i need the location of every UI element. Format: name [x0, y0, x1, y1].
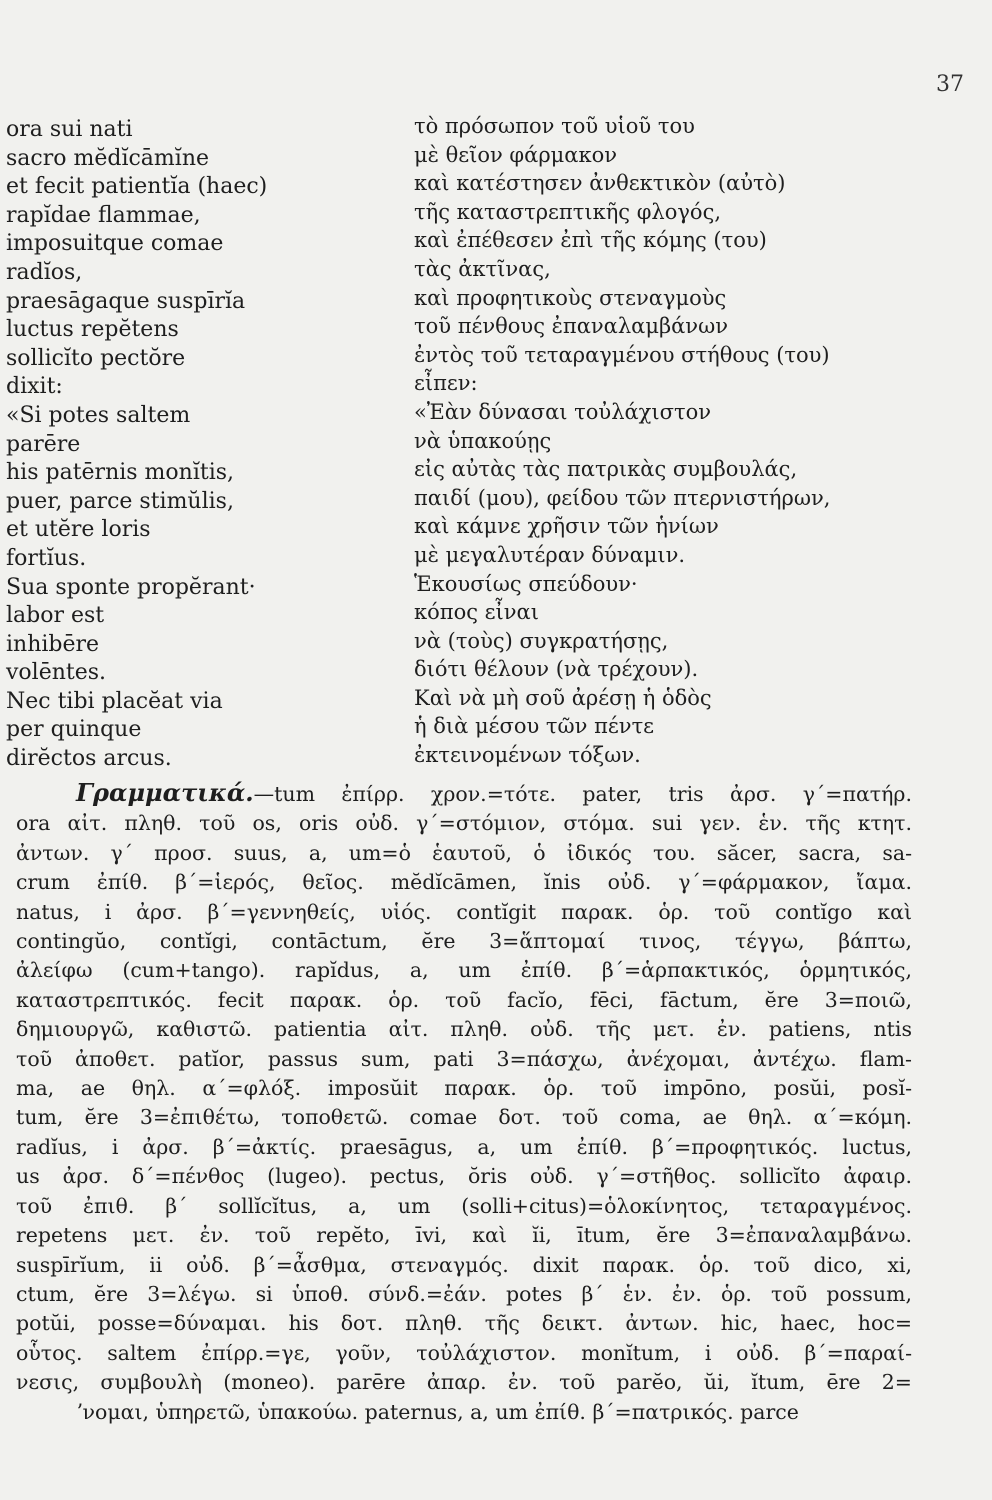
latin-line: his patērnis monĭtis,: [6, 460, 235, 486]
greek-line: νὰ (τοὺς) συγκρατήσῃς,: [414, 628, 669, 653]
latin-line: dixit:: [6, 374, 63, 400]
greek-line: Ἑκουσίως σπεύδουν·: [414, 571, 638, 596]
greek-line: καὶ ἐπέθεσεν ἐπὶ τῆς κόμης (του): [414, 228, 767, 253]
page-number: 37: [936, 72, 964, 97]
latin-line: per quinque: [6, 717, 142, 743]
latin-line: dirĕctos arcus.: [6, 746, 172, 772]
latin-line: Sua sponte propĕrant·: [6, 574, 256, 600]
grammar-line: ma, ae θηλ. α΄=φλόξ. imposŭit παρακ. ὁρ. τοῦ impōno, posŭi, posĭ-: [16, 1076, 912, 1101]
latin-verse-column: [6, 116, 386, 774]
grammar-line: καταστρεπτικός. fecit παρακ. ὁρ. τοῦ facĭo, fēci, fāctum, ĕre 3=ποιῶ,: [16, 987, 912, 1012]
grammar-line: τοῦ ἐπιθ. β΄ sollĭcĭtus, a, um (solli+citus)=ὁλοκίνητος, τεταραγμένος.: [16, 1193, 912, 1218]
greek-line: καὶ προφητικοὺς στεναγμοὺς: [414, 285, 727, 310]
greek-line: νὰ ὑπακούῃς: [414, 428, 552, 453]
greek-line: ἡ διὰ μέσου τῶν πέντε: [414, 714, 655, 739]
grammar-line: repetens μετ. ἐν. τοῦ repĕto, īvi, καὶ ĭi, ītum, ĕre 3=ἐπαναλαμβάνω.: [16, 1223, 912, 1248]
latin-line: labor est: [6, 603, 105, 629]
latin-line: radĭos,: [6, 259, 83, 285]
greek-line: κόπος εἶναι: [414, 600, 539, 625]
grammar-line: νεσις, συμβουλὴ (moneo). parēre ἀπαρ. ἐν. τοῦ parĕo, ŭi, ĭtum, ēre 2=: [16, 1370, 912, 1395]
greek-line: παιδί (μου), φείδου τῶν πτερνιστήρων,: [414, 485, 831, 510]
grammar-line: ʼνομαι, ὑπηρετῶ, ὑπακούω. paternus, a, um ἐπίθ. β΄=πατρικός. parce: [76, 1399, 799, 1424]
grammar-line: contingŭo, contĭgi, contāctum, ĕre 3=ἅπτομαί τινος, τέγγω, βάπτω,: [16, 929, 912, 954]
greek-line: ἐκτεινομένων τόξων.: [414, 743, 641, 768]
greek-line: εἰς αὐτὰς τὰς πατρικὰς συμβουλάς,: [414, 457, 798, 482]
greek-line: «Ἐὰν δύνασαι τοὐλάχιστον: [414, 399, 712, 424]
latin-line: «Si potes saltem: [6, 402, 191, 428]
greek-line: Καὶ νὰ μὴ σοῦ ἀρέσῃ ἡ ὁδὸς: [414, 685, 712, 710]
grammar-first-line: [16, 778, 912, 809]
greek-line: τὰς ἀκτῖνας,: [414, 256, 551, 281]
grammar-line: ctum, ĕre 3=λέγω. si ὑποθ. σύνδ.=ἐάν. potes β΄ ἑν. ἐν. ὁρ. τοῦ possum,: [16, 1281, 912, 1306]
greek-line: τοῦ πένθους ἐπαναλαμβάνων: [414, 314, 728, 339]
latin-line: imposuitque comae: [6, 231, 224, 257]
grammar-line: suspīrĭum, ii οὐδ. β΄=ἆσθμα, στεναγμός. dixit παρακ. ὁρ. τοῦ dico, xi,: [16, 1252, 912, 1277]
latin-line: luctus repĕtens: [6, 317, 179, 343]
latin-line: volēntes.: [6, 660, 107, 686]
grammar-line: radĭus, i ἀρσ. β΄=ἀκτίς. praesāgus, a, um ἐπίθ. β΄=προφητικός. luctus,: [16, 1134, 912, 1159]
grammar-line: ora αἰτ. πληθ. τοῦ os, oris οὐδ. γ΄=στόμιον, στόμα. sui γεν. ἑν. τῆς κτητ.: [16, 811, 912, 836]
greek-line: μὲ μεγαλυτέραν δύναμιν.: [414, 542, 686, 567]
greek-line: διότι θέλουν (νὰ τρέχουν).: [414, 657, 699, 682]
grammar-first-line-text: —tum ἐπίρρ. χρον.=τότε. pater, tris ἀρσ. γ΄=πατήρ.: [253, 782, 912, 806]
grammar-line: τοῦ ἀποθετ. patĭor, passus sum, pati 3=πάσχω, ἀνέχομαι, ἀντέχω. flam-: [16, 1046, 912, 1071]
grammar-heading: Γραμματικά.: [76, 778, 254, 807]
latin-line: ora sui nati: [6, 117, 133, 142]
greek-line: τῆς καταστρεπτικῆς φλογός,: [414, 199, 722, 224]
grammar-line: ἀλείφω (cum+tango). rapĭdus, a, um ἐπίθ. β΄=ἁρπακτικός, ὁρμητικός,: [16, 958, 912, 983]
greek-line: τὸ πρόσωπον τοῦ υἱοῦ του: [414, 114, 695, 138]
greek-line: καὶ κατέστησεν ἀνθεκτικὸν (αὐτὸ): [414, 171, 786, 196]
grammar-line: ἀντων. γ΄ προσ. suus, a, um=ὁ ἑαυτοῦ, ὁ ἰδικός του. săcer, sacra, sa-: [16, 840, 912, 865]
latin-line: sollicĭto pectŏre: [6, 345, 186, 371]
latin-line: praesāgaque suspīrĭa: [6, 288, 246, 314]
grammar-line: οὗτος. saltem ἐπίρρ.=γε, γοῦν, τοὐλάχιστον. monĭtum, i οὐδ. β΄=παραί-: [16, 1340, 912, 1365]
grammar-line: tum, ĕre 3=ἐπιθέτω, τοποθετῶ. comae δοτ. τοῦ coma, ae θηλ. α΄=κόμη.: [16, 1105, 912, 1130]
latin-line: et utĕre loris: [6, 517, 151, 543]
latin-line: rapĭdae flammae,: [6, 202, 201, 228]
greek-line: καὶ κάμνε χρῆσιν τῶν ἡνίων: [414, 514, 719, 539]
grammar-line: potŭi, posse=δύναμαι. his δοτ. πληθ. τῆς δεικτ. ἀντων. hic, haec, hoc=: [16, 1311, 912, 1336]
grammar-line: natus, i ἀρσ. β΄=γεννηθείς, υἱός. contĭgit παρακ. ὁρ. τοῦ contĭgo καὶ: [16, 899, 912, 924]
grammar-line: us ἀρσ. δ΄=πένθος (lugeo). pectus, ŏris οὐδ. γ΄=στῆθος. sollicĭto ἀφαιρ.: [16, 1164, 912, 1189]
latin-line: sacro mĕdĭcāmĭne: [6, 145, 210, 171]
grammar-line: δημιουργῶ, καθιστῶ. patientia αἰτ. πληθ. οὐδ. τῆς μετ. ἐν. patiens, ntis: [16, 1017, 912, 1042]
latin-line: fortĭus.: [6, 545, 87, 571]
latin-line: puer, parce stimŭlis,: [6, 488, 234, 514]
latin-line: Nec tibi placĕat via: [6, 688, 223, 714]
greek-translation-column: [414, 112, 954, 770]
latin-line: parēre: [6, 431, 81, 457]
grammar-line: crum ἐπίθ. β΄=ἱερός, θεῖος. mĕdĭcāmen, ĭnis οὐδ. γ΄=φάρμακον, ἴαμα.: [16, 870, 912, 895]
greek-line: εἶπεν:: [414, 371, 478, 396]
grammar-notes: [16, 778, 912, 1427]
latin-line: inhibēre: [6, 631, 100, 657]
greek-line: ἐντὸς τοῦ τεταραγμένου στήθους (του): [414, 342, 830, 367]
greek-line: μὲ θεῖον φάρμακον: [414, 142, 618, 167]
latin-line: et fecit patientĭa (haec): [6, 174, 268, 200]
